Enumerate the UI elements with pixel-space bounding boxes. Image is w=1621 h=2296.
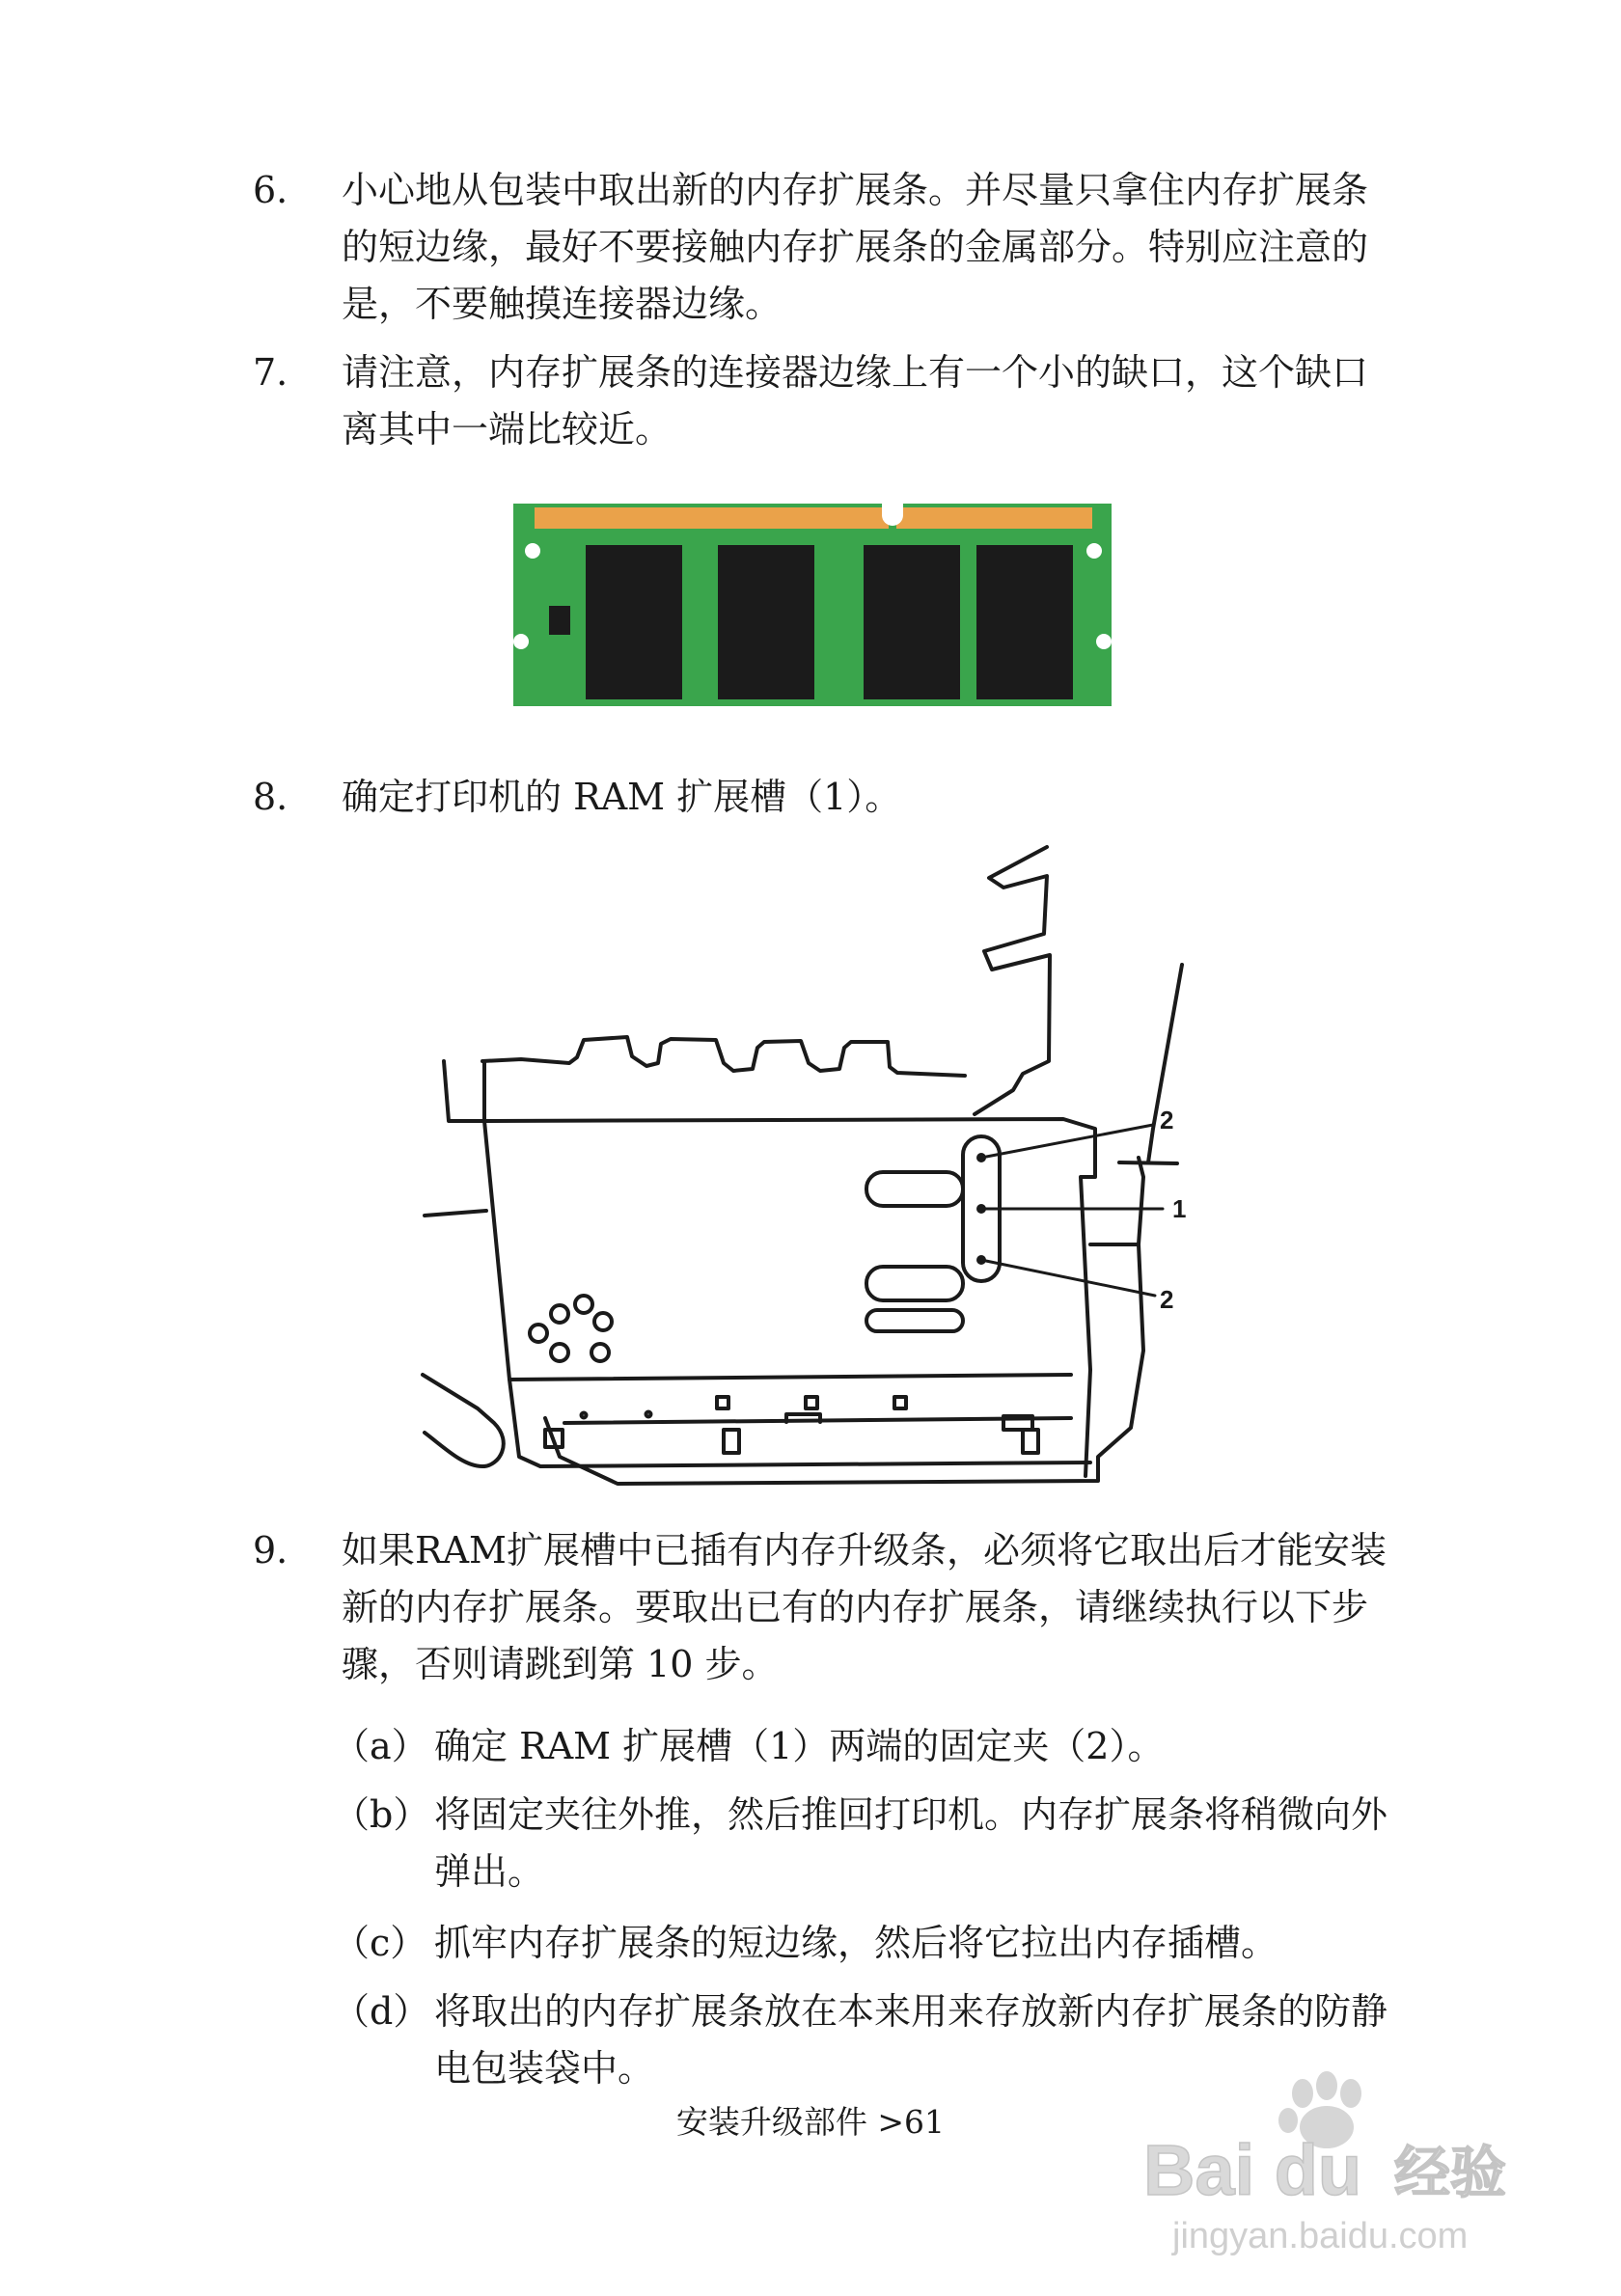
printer-left-top: [444, 1061, 484, 1121]
callout-clip-top: 2: [1160, 1106, 1174, 1134]
substep-text: 将取出的内存扩展条放在本来用来存放新内存扩展条的防静电包装袋中。: [434, 1990, 1388, 2090]
step-text: 如果RAM扩展槽中已插有内存升级条，必须将它取出后才能安装新的内存扩展条。要取出已有的内存扩展条，请继续执行以下步骤，否则请跳到第 10 步。: [342, 1529, 1387, 1685]
base-clip: [717, 1397, 728, 1408]
panel-right-edge: [1090, 1158, 1143, 1244]
substep-label: （c）: [333, 1922, 427, 1964]
page-footer: 安装升级部件 >61: [675, 2103, 946, 2141]
base-screw: [582, 1413, 587, 1418]
step-number: 6.: [253, 169, 288, 211]
mount-hole: [525, 543, 540, 559]
connector-contacts-left: [535, 507, 889, 529]
small-component: [549, 606, 570, 635]
vent-hole: [551, 1305, 568, 1323]
right-side-bracket: [1119, 1162, 1177, 1163]
connector-notch: [882, 504, 903, 526]
vent-hole: [591, 1344, 609, 1361]
base-rail: [564, 1418, 1071, 1423]
printer-ram-slot-diagram: [405, 839, 1254, 1495]
base-screw: [646, 1412, 651, 1417]
callout-slot: 1: [1172, 1194, 1187, 1223]
right-side-lower: [545, 1244, 1143, 1484]
memory-chip: [976, 545, 1073, 699]
leader-line-clip-bottom: [981, 1260, 1155, 1296]
step-text: 请注意，内存扩展条的连接器边缘上有一个小的缺口，这个缺口离其中一端比较近。: [342, 351, 1369, 451]
memory-chip: [586, 545, 682, 699]
base-foot: [724, 1430, 739, 1453]
memory-chip: [864, 545, 960, 699]
panel-slot: [866, 1267, 963, 1300]
step-text: 确定打印机的 RAM 扩展槽（1）。: [342, 776, 902, 818]
substep-text: 将固定夹往外推，然后推回打印机。内存扩展条将稍微向外弹出。: [434, 1793, 1388, 1893]
vent-hole: [551, 1344, 568, 1361]
substep-label: （a）: [333, 1725, 428, 1767]
top-arm-outline: [975, 847, 1050, 1114]
leader-line-clip-top: [981, 1125, 1153, 1158]
panel-slot: [866, 1310, 963, 1331]
substep-text: 抓牢内存扩展条的短边缘，然后将它拉出内存插槽。: [434, 1922, 1278, 1964]
vent-hole: [530, 1325, 547, 1342]
memory-module-illustration: [513, 504, 1112, 706]
left-handle-stub: [425, 1211, 486, 1216]
substep-text: 确定 RAM 扩展槽（1）两端的固定夹（2）。: [434, 1725, 1165, 1767]
substep-label: （b）: [333, 1793, 430, 1836]
watermark-brand-cn: 经验: [1394, 2142, 1507, 2204]
vent-hole: [594, 1313, 612, 1330]
base-clip: [806, 1397, 817, 1408]
vent-hole: [575, 1296, 592, 1313]
step-number: 9.: [253, 1529, 288, 1572]
printer-top-outline: [482, 1037, 965, 1076]
watermark-url: jingyan.baidu.com: [1172, 2216, 1469, 2256]
callout-clip-bottom: 2: [1160, 1285, 1174, 1314]
base-clip: [894, 1397, 906, 1408]
substep-label: （d）: [333, 1990, 430, 2033]
step-text: 小心地从包装中取出新的内存扩展条。并尽量只拿住内存扩展条的短边缘，最好不要接触内存扩展条的金属部分。特别应注意的是，不要触摸连接器边缘。: [342, 169, 1369, 325]
base-foot: [1023, 1430, 1038, 1453]
watermark-brand: Bai du: [1143, 2130, 1362, 2210]
panel-slot: [866, 1172, 963, 1206]
front-handle: [423, 1375, 504, 1466]
mount-hole: [1096, 634, 1112, 649]
step-number: 7.: [253, 351, 288, 394]
step-number: 8.: [253, 776, 288, 818]
memory-chip: [718, 545, 814, 699]
connector-contacts-right: [896, 507, 1092, 529]
baidu-jingyan-watermark: [1134, 2064, 1539, 2267]
mount-hole: [1086, 543, 1102, 559]
mount-hole: [513, 634, 529, 649]
